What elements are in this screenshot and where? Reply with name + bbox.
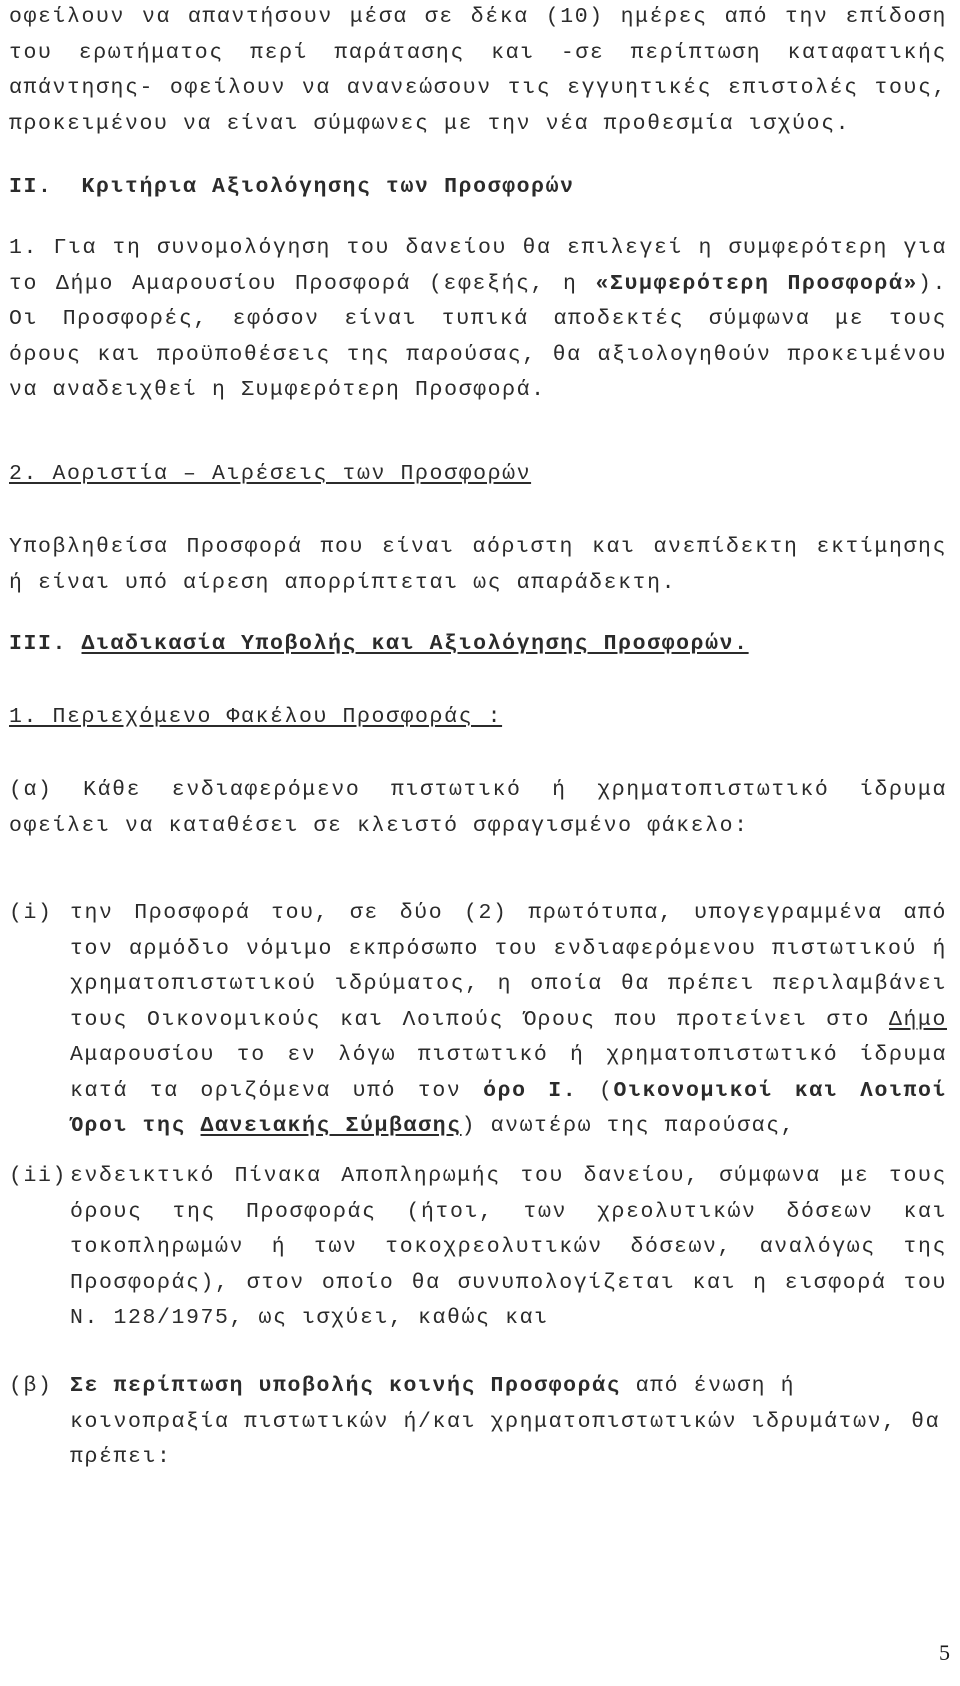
subsection-1-title: 1. Περιεχόμενο Φακέλου Προσφοράς : — [9, 705, 503, 729]
section-iii-title: Διαδικασία Υποβολής και Αξιολόγησης Προσφορών. — [81, 632, 749, 656]
list-item-i-text-d: ) ανωτέρω της παρούσας, — [461, 1114, 796, 1138]
list-item-i-text-c: ( — [577, 1078, 614, 1103]
subsection-2-heading — [9, 457, 531, 493]
list-item-i-bold-title-a: Οικονομικοί και Λοιποί Όροι της — [70, 1078, 948, 1138]
section-ii-title: ΙΙ. Κριτήρια Αξιολόγησης των Προσφορών — [9, 175, 575, 199]
list-item-ii-marker: (ii) — [9, 1164, 68, 1188]
section-ii-heading — [9, 170, 575, 206]
subsection-2-title: 2. Αοριστία – Αιρέσεις των Προσφορών — [9, 462, 532, 486]
defined-term-bold: «Συμφερότερη Προσφορά» — [595, 271, 918, 296]
list-item-ii — [9, 1159, 947, 1337]
section-ii-paragraph-1 — [9, 231, 947, 409]
list-item-i — [9, 896, 947, 1145]
list-item-i-bold-title-b: Δανειακής Σύμβασης — [200, 1114, 462, 1138]
paragraph-1-text-b: ). Οι Προσφορές, εφόσον είναι τυπικά αποδεκτές σύμφωνα με τους όρους και προϋποθέσεις της παρούσας, θα αξιολογηθούν προκειμένου να αναδειχθεί η Συμφερότερη Προσφορά. — [9, 271, 947, 402]
list-item-beta-bold: Σε περίπτωση υποβολής κοινής Προσφοράς — [70, 1374, 622, 1398]
list-item-i-underlined: Δήμο — [888, 1007, 947, 1032]
list-item-i-text-a: την Προσφορά του, σε δύο (2) πρωτότυπα, υπογεγραμμένα από τον αρμόδιο νόμιμο εκπρόσωπο του ενδιαφερόμενου πιστωτικού ή χρηματοπιστωτικού ιδρύματος, η οποία θα πρέπει περιλαμβάνει τους Οικονομικούς και Λοιπούς Όρους που προτείνει στο — [70, 901, 947, 1032]
alpha-paragraph: (α) Κάθε ενδιαφερόμενο πιστωτικό ή χρηματοπιστωτικό ίδρυμα οφείλει να καταθέσει σε κλειστό σφραγισμένο φάκελο: — [9, 778, 947, 838]
subsection-1-heading — [9, 700, 502, 736]
section-iii-number: ΙΙΙ. — [9, 632, 82, 656]
section-iii-heading — [9, 627, 749, 663]
list-item-beta — [9, 1369, 947, 1476]
list-item-i-marker: (i) — [9, 901, 53, 925]
list-item-ii-text: ενδεικτικό Πίνακα Αποπληρωμής του δανείου, σύμφωνα με τους όρους της Προσφοράς (ήτοι, των χρεολυτικών δόσεων και τοκοπληρωμών ή των τοκοχρεολυτικών δόσεων, αναλόγως της Προσφοράς), στον οποίο θα συνυπολογίζεται και η εισφορά του Ν. 128/1975, ως ισχύει, καθώς και — [70, 1164, 947, 1330]
list-item-beta-text: από ένωση ή κοινοπραξία πιστωτικών ή/και χρηματοπιστωτικών ιδρυμάτων, θα πρέπει: — [70, 1374, 941, 1469]
intro-paragraph: οφείλουν να απαντήσουν μέσα σε δέκα (10) ημέρες από την επίδοση του ερωτήματος περί παράτασης και -σε περίπτωση καταφατικής απάντησης- οφείλουν να ανανεώσουν τις εγγυητικές επιστολές τους, προκειμένου να είναι σύμφωνες με την νέα προθεσμία ισχύος. — [9, 5, 947, 136]
subsection-2-paragraph: Υποβληθείσα Προσφορά που είναι αόριστη και ανεπίδεκτη εκτίμησης ή είναι υπό αίρεση απορρίπτεται ως απαράδεκτη. — [9, 535, 947, 595]
list-item-beta-marker: (β) — [9, 1374, 53, 1398]
list-item-i-bold-term: όρο Ι. — [483, 1078, 578, 1103]
paragraph-1-text-a: 1. Για τη συνομολόγηση του δανείου θα επιλεγεί η συμφερότερη για το Δήμο Αμαρουσίου Προσφορά (εφεξής, η — [9, 236, 947, 296]
page-number: 5 — [939, 1640, 950, 1665]
list-item-i-text-b: Αμαρουσίου το εν λόγω πιστωτικό ή χρηματοπιστωτικό ίδρυμα κατά τα οριζόμενα υπό τον — [70, 1043, 947, 1103]
